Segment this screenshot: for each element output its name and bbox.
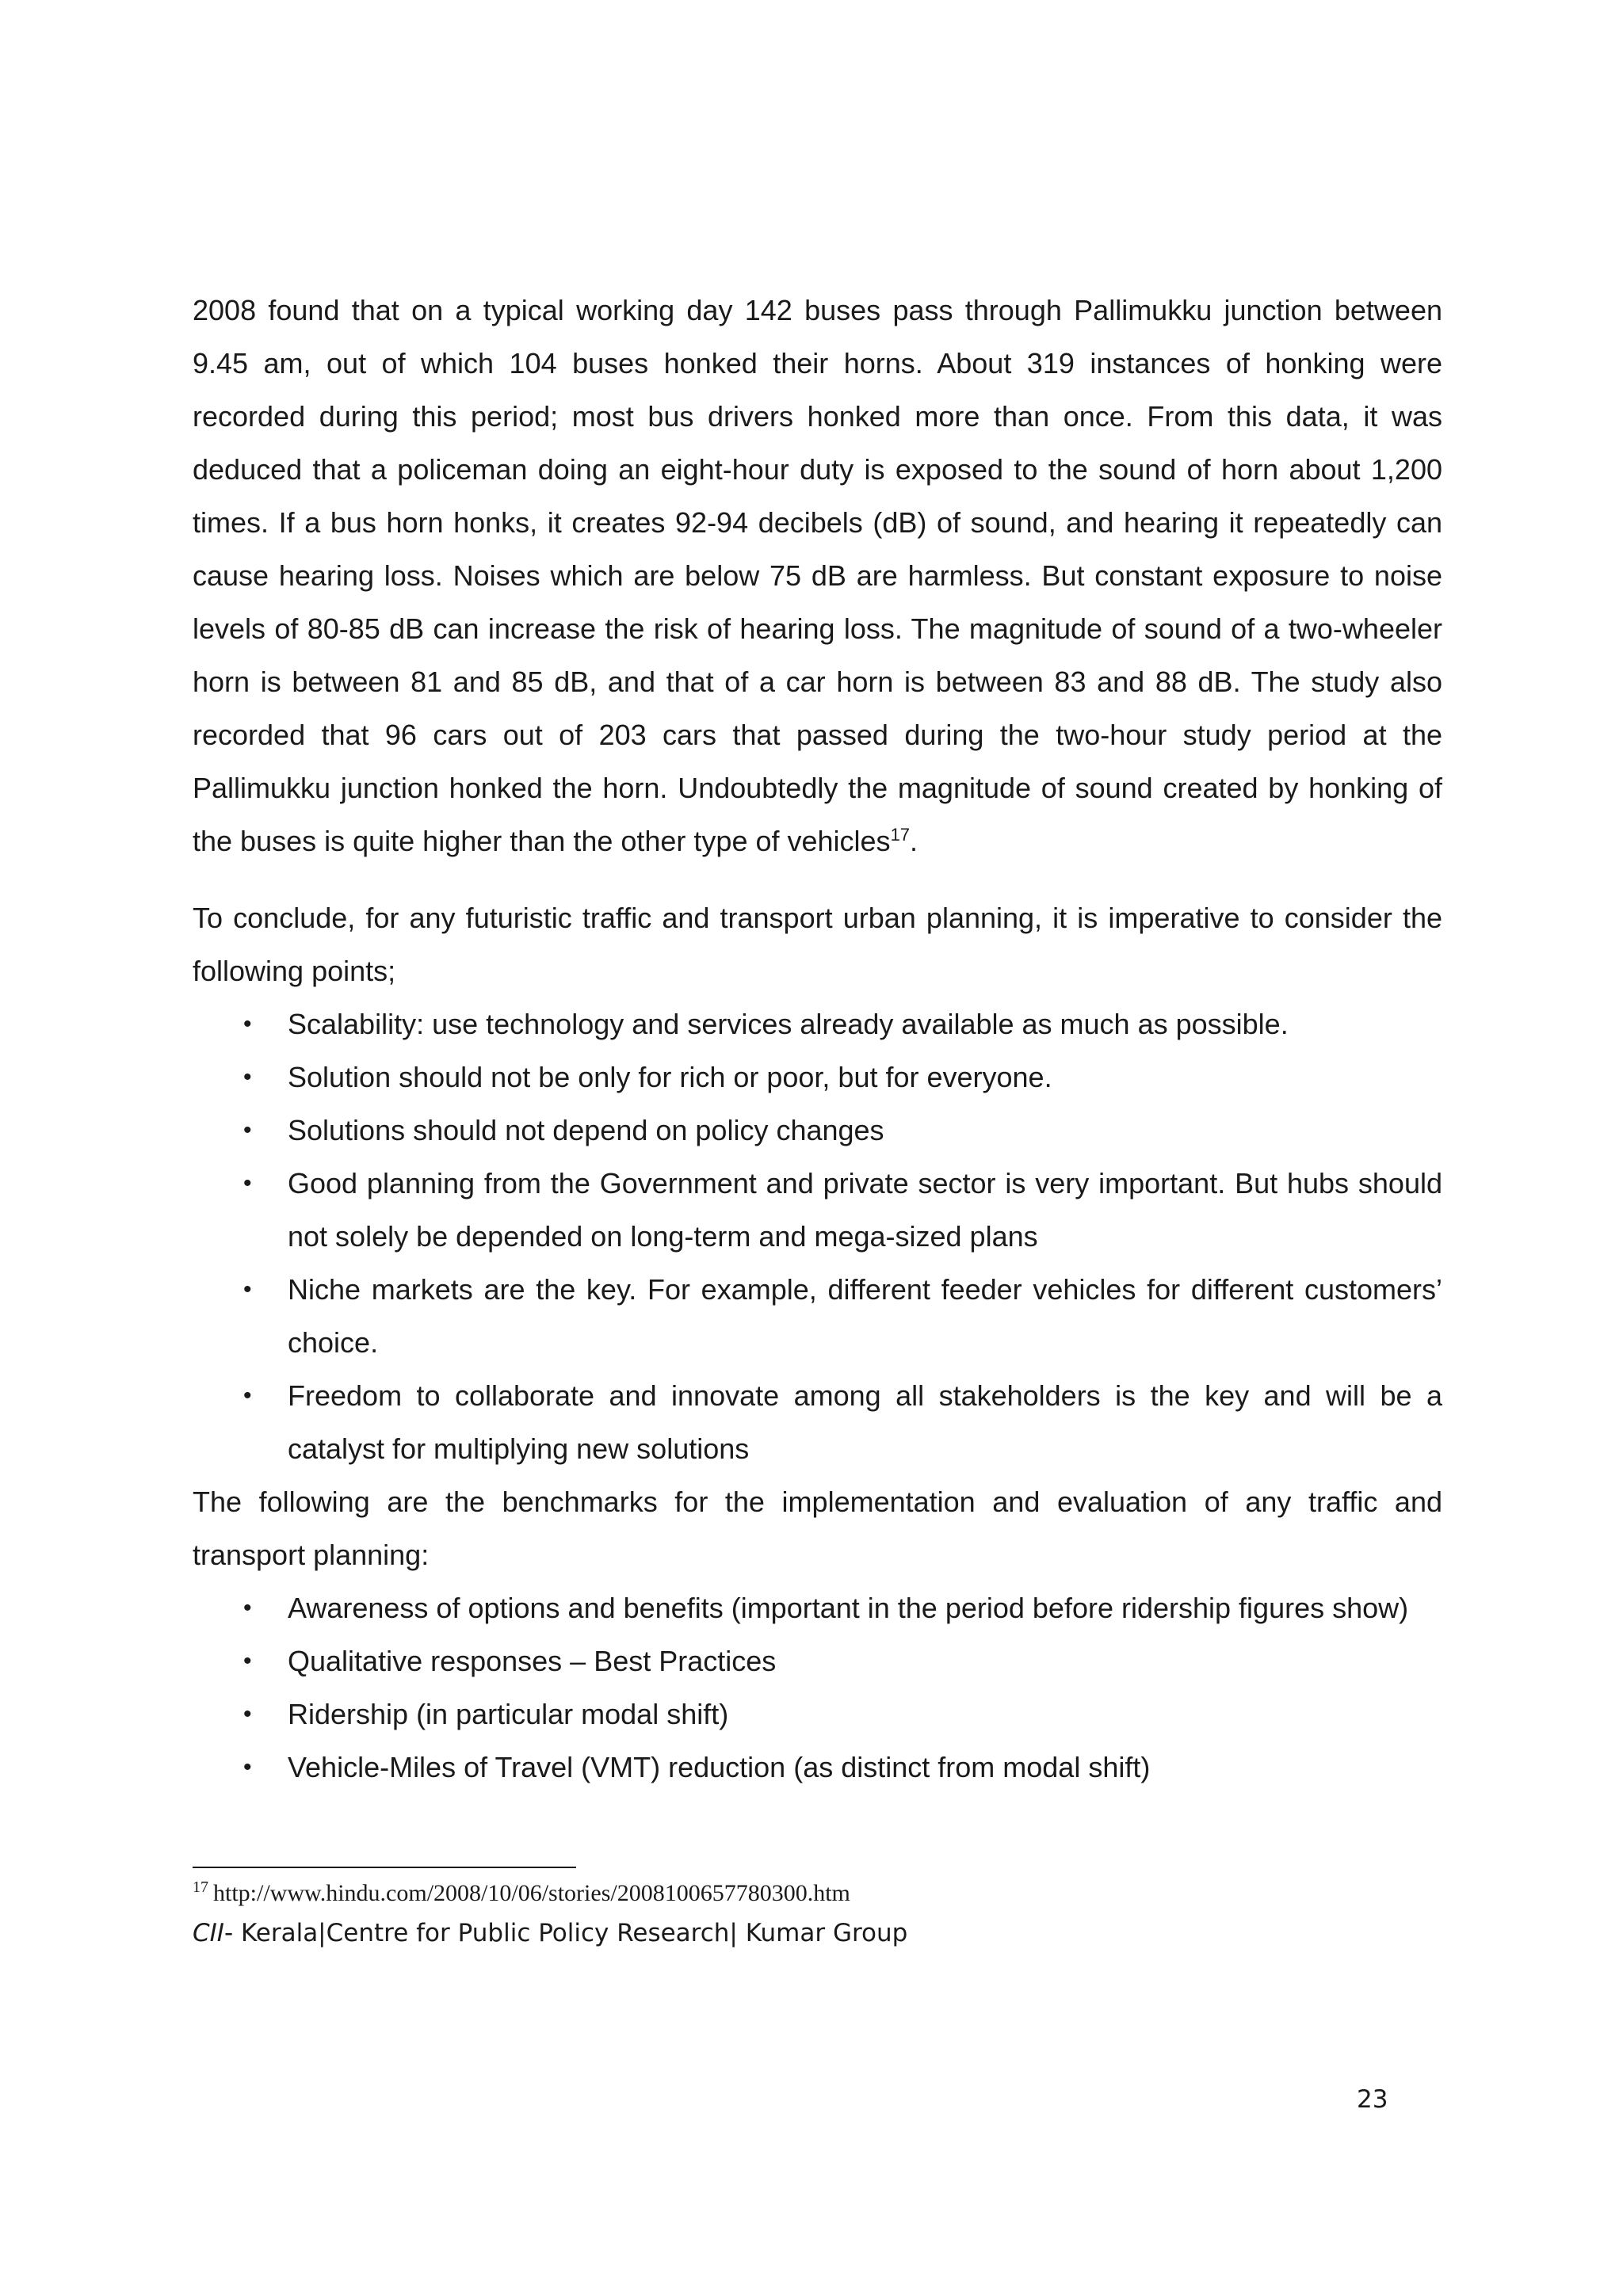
list-item (193, 1263, 1442, 1369)
paragraph-honking-study (193, 284, 1442, 868)
bullet-icon: • (243, 1754, 252, 1780)
footer-organizations (193, 1916, 907, 1951)
list-item-text: Niche markets are the key. For example, different feeder vehicles for different customers’ choice. (288, 1273, 1442, 1359)
footnote-reference: 17 (890, 825, 911, 845)
list-item (193, 1051, 1442, 1104)
bullet-icon: • (243, 1595, 252, 1621)
footnote-number: 17 (193, 1878, 208, 1896)
footnote (193, 1878, 850, 1909)
footnote-divider (193, 1867, 576, 1868)
paragraph-end-period: . (910, 825, 918, 857)
bullet-icon: • (243, 1170, 252, 1196)
planning-points-list (193, 997, 1442, 1475)
list-item-text: Freedom to collaborate and innovate among all stakeholders is the key and will be a catalyst for multiplying new solutions (288, 1379, 1442, 1465)
list-item (193, 1104, 1442, 1157)
page-number: 23 (1357, 2085, 1388, 2114)
benchmarks-list (193, 1581, 1442, 1794)
list-item (193, 1581, 1442, 1634)
bullet-icon: • (243, 1701, 252, 1727)
list-item-text: Vehicle-Miles of Travel (VMT) reduction (as distinct from modal shift) (288, 1751, 1151, 1783)
list-item (193, 1688, 1442, 1741)
list-item (193, 1741, 1442, 1794)
footnote-url: http://www.hindu.com/2008/10/06/stories/2008100657780300.htm (213, 1880, 850, 1906)
paragraph-conclusion: To conclude, for any futuristic traffic and transport urban planning, it is imperative to consider the following points; (193, 902, 1442, 987)
footer-cii: CII (193, 1919, 224, 1947)
bullet-icon: • (243, 1276, 252, 1302)
list-item-text: Solutions should not depend on policy changes (288, 1114, 884, 1146)
footer-org-rest: - Kerala|Centre for Public Policy Research| Kumar Group (223, 1919, 908, 1947)
paragraph-honking-study-text: 2008 found that on a typical working day 142 buses pass through Pallimukku junction between 9.45 am, out of which 104 buses honked their horns. About 319 instances of honking were recorded during this period; most bus drivers honked more than once. From this data, it was deduced that a policeman doing an eight-hour duty is exposed to the sound of horn about 1,200 times. If a bus horn honks, it creates 92-94 decibels (dB) of sound, and hearing it repeatedly can cause hearing loss. Noises which are below 75 dB are harmless. But constant exposure to noise levels of 80-85 dB can increase the risk of hearing loss. The magnitude of sound of a two-wheeler horn is between 81 and 85 dB, and that of a car horn is between 83 and 88 dB. The study also recorded that 96 cars out of 203 cars that passed during the two-hour study period at the Pallimukku junction honked the horn. Undoubtedly the magnitude of sound created by honking of the buses is quite higher than the other type of vehicles (193, 294, 1442, 857)
bullet-icon: • (243, 1383, 252, 1409)
list-item-text: Qualitative responses – Best Practices (288, 1645, 777, 1677)
list-item (193, 1369, 1442, 1475)
list-item-text: Scalability: use technology and services already available as much as possible. (288, 1008, 1289, 1040)
list-item-text: Solution should not be only for rich or poor, but for everyone. (288, 1061, 1052, 1093)
bullet-icon: • (243, 1117, 252, 1143)
list-item-text: Good planning from the Government and private sector is very important. But hubs should not solely be depended on long-term and mega-sized plans (288, 1167, 1442, 1253)
list-item (193, 1634, 1442, 1688)
page-body (193, 284, 1442, 1794)
bullet-icon: • (243, 1648, 252, 1674)
list-item (193, 997, 1442, 1051)
list-item-text: Awareness of options and benefits (important in the period before ridership figures show) (288, 1592, 1409, 1624)
bullet-icon: • (243, 1011, 252, 1037)
list-item-text: Ridership (in particular modal shift) (288, 1698, 729, 1730)
paragraph-benchmarks-intro: The following are the benchmarks for the implementation and evaluation of any traffic and transport planning: (193, 1486, 1442, 1571)
list-item (193, 1157, 1442, 1263)
bullet-icon: • (243, 1064, 252, 1090)
